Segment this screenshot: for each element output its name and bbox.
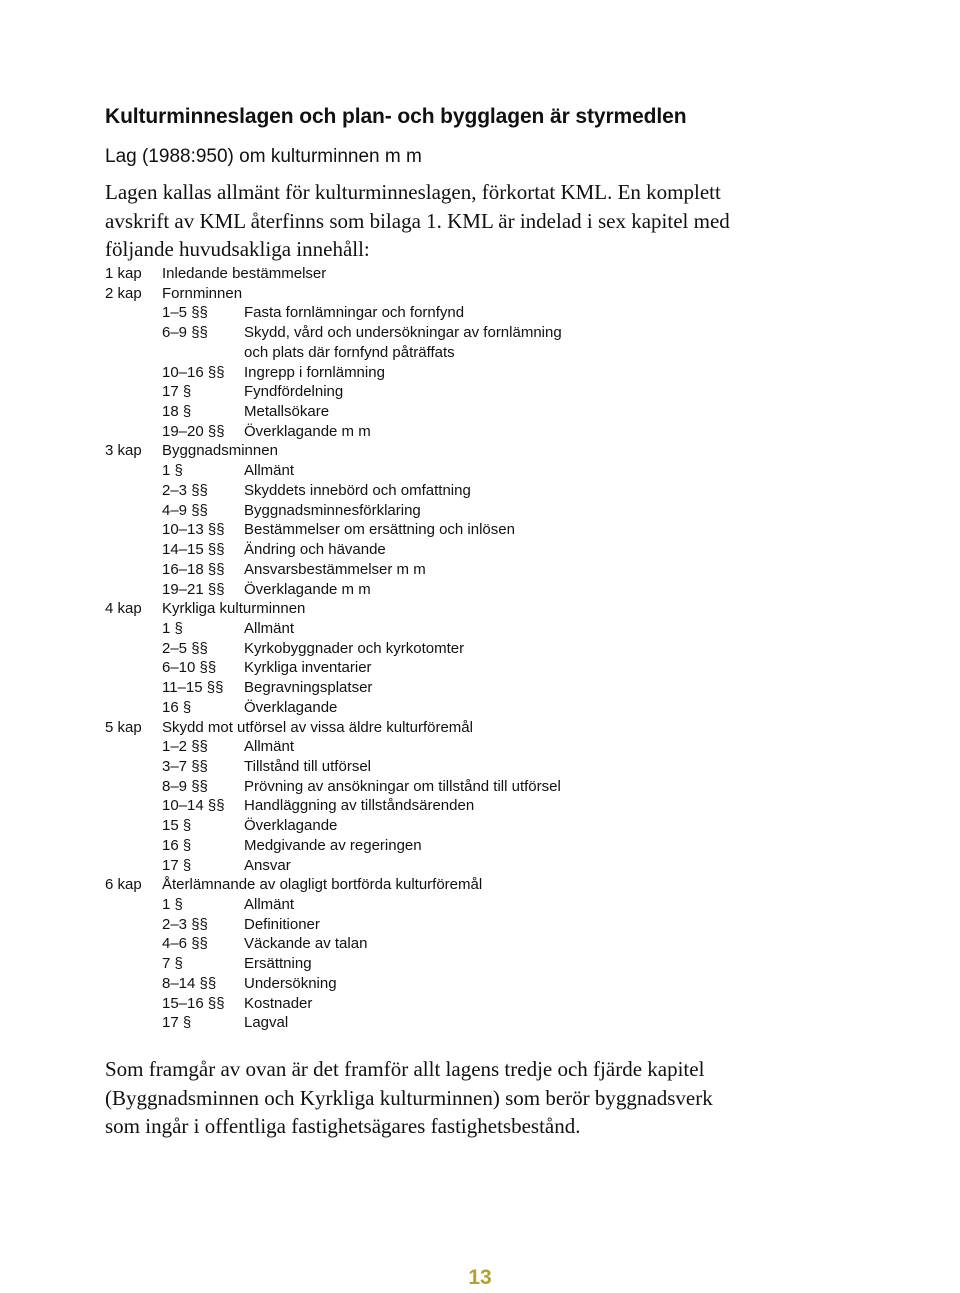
- chapter-row: [105, 441, 865, 461]
- law-title: Lag (1988:950) om kulturminnen m m: [105, 146, 422, 167]
- section-title: Tillstånd till utförsel: [244, 757, 371, 775]
- section-title: Lagval: [244, 1014, 289, 1032]
- section-number: 2–3 §§: [162, 915, 208, 933]
- section-number: 16 §: [162, 698, 192, 716]
- section-number: 15 §: [162, 817, 192, 835]
- section-title: Medgivande av regeringen: [244, 836, 422, 854]
- section-row: [105, 1013, 865, 1033]
- chapter-title: Kyrkliga kulturminnen: [162, 600, 306, 618]
- section-row: [105, 757, 865, 777]
- section-row: [105, 303, 865, 323]
- chapter-number: 1 kap: [105, 265, 142, 282]
- section-title: Kostnader: [244, 994, 313, 1012]
- chapter-title: Återlämnande av olagligt bortförda kulturföremål: [162, 876, 483, 894]
- section-title: Begravningsplatser: [244, 679, 373, 697]
- section-row: [105, 520, 865, 540]
- section-number: 1 §: [162, 462, 183, 480]
- section-row: [105, 323, 865, 343]
- section-title: Undersökning: [244, 974, 337, 992]
- section-title: Byggnadsminnesförklaring: [244, 501, 421, 519]
- page-heading: Kulturminneslagen och plan- och bygglagen är styrmedlen: [105, 105, 687, 128]
- section-title: Handläggning av tillståndsärenden: [244, 797, 475, 815]
- section-number: 6–10 §§: [162, 659, 217, 677]
- section-number: 8–9 §§: [162, 777, 208, 795]
- section-number: 1–2 §§: [162, 738, 208, 756]
- section-number: 19–20 §§: [162, 422, 225, 440]
- section-title: Överklagande m m: [244, 422, 371, 440]
- section-title: Allmänt: [244, 738, 295, 756]
- section-row: [105, 382, 865, 402]
- chapter-list: [105, 264, 865, 1033]
- chapter-number: 6 kap: [105, 876, 142, 894]
- section-row: [105, 954, 865, 974]
- section-number: 4–6 §§: [162, 935, 208, 953]
- chapter-title: Inledande bestämmelser: [162, 265, 327, 282]
- section-row: [105, 777, 865, 797]
- page-number: 13: [468, 1266, 492, 1289]
- section-row: [105, 796, 865, 816]
- section-row: [105, 560, 865, 580]
- section-number: 1 §: [162, 896, 183, 913]
- section-title: Ansvarsbestämmelser m m: [244, 560, 426, 578]
- section-row: [105, 994, 865, 1014]
- section-title: Kyrkliga inventarier: [244, 659, 372, 677]
- chapter-row: [105, 718, 865, 738]
- section-row: [105, 698, 865, 718]
- section-number: 17 §: [162, 1014, 192, 1032]
- section-number: 16 §: [162, 836, 192, 854]
- section-row: [105, 915, 865, 935]
- section-number: 10–16 §§: [162, 363, 225, 381]
- section-row: [105, 678, 865, 698]
- section-row: [105, 895, 865, 915]
- section-row: [105, 619, 865, 639]
- section-number: 17 §: [162, 383, 192, 401]
- section-number: 8–14 §§: [162, 974, 217, 992]
- closing-paragraph: Som framgår av ovan är det framför allt lagens tredje och fjärde kapitel (Byggnadsminnen och Kyrkliga kulturminnen) som berör byggnadsverk som ingår i offentliga fastighetsägares fastighetsbestånd.: [105, 1057, 713, 1138]
- section-title: Prövning av ansökningar om tillstånd till utförsel: [244, 777, 561, 795]
- section-title: Allmänt: [244, 896, 295, 913]
- section-title: Bestämmelser om ersättning och inlösen: [244, 521, 515, 539]
- chapter-title: Fornminnen: [162, 284, 243, 302]
- section-title: och plats där fornfynd påträffats: [244, 343, 455, 361]
- section-number: 17 §: [162, 856, 192, 874]
- section-number: 15–16 §§: [162, 994, 225, 1012]
- section-title: Överklagande: [244, 698, 338, 716]
- section-title: Skyddets innebörd och omfattning: [244, 481, 471, 499]
- section-number: 10–13 §§: [162, 521, 225, 539]
- section-row: [105, 856, 865, 876]
- section-row: [105, 639, 865, 659]
- chapter-title: Byggnadsminnen: [162, 442, 278, 460]
- section-title: Fyndfördelning: [244, 383, 344, 401]
- section-number: 1–5 §§: [162, 304, 208, 322]
- chapter-row: [105, 599, 865, 619]
- section-title: Allmänt: [244, 462, 295, 480]
- section-title: Ansvar: [244, 856, 291, 874]
- section-row: [105, 580, 865, 600]
- section-title: Överklagande: [244, 817, 338, 835]
- intro-paragraph: Lagen kallas allmänt för kulturminneslagen, förkortat KML. En komplett avskrift av KML återfinns som bilaga 1. KML är indelad i sex kapitel med följande huvudsakliga innehåll:: [105, 180, 730, 261]
- section-row: [105, 836, 865, 856]
- section-row: [105, 501, 865, 521]
- section-title: Ändring och hävande: [244, 541, 386, 559]
- section-row: [105, 658, 865, 678]
- section-title: Metallsökare: [244, 403, 330, 421]
- chapter-title: Skydd mot utförsel av vissa äldre kulturföremål: [162, 718, 473, 736]
- section-row: [105, 422, 865, 442]
- chapter-number: 2 kap: [105, 284, 142, 302]
- section-title: Definitioner: [244, 915, 320, 933]
- chapter-row: [105, 264, 865, 284]
- chapter-row: [105, 284, 865, 304]
- section-row: [105, 816, 865, 836]
- section-row: [105, 540, 865, 560]
- section-row: [105, 343, 865, 363]
- section-title: Fasta fornlämningar och fornfynd: [244, 304, 465, 322]
- chapter-number: 4 kap: [105, 600, 142, 618]
- section-title: Kyrkobyggnader och kyrkotomter: [244, 639, 465, 657]
- section-row: [105, 974, 865, 994]
- section-title: Överklagande m m: [244, 580, 371, 598]
- chapter-number: 3 kap: [105, 442, 142, 460]
- section-number: 2–3 §§: [162, 481, 208, 499]
- section-number: 2–5 §§: [162, 639, 208, 657]
- section-row: [105, 737, 865, 757]
- section-row: [105, 402, 865, 422]
- section-number: 19–21 §§: [162, 580, 225, 598]
- section-number: 14–15 §§: [162, 541, 225, 559]
- section-title: Väckande av talan: [244, 935, 368, 953]
- section-number: 6–9 §§: [162, 324, 208, 342]
- section-title: Allmänt: [244, 619, 295, 637]
- section-row: [105, 461, 865, 481]
- section-number: 7 §: [162, 955, 183, 973]
- section-title: Skydd, vård och undersökningar av fornlämning: [244, 324, 562, 342]
- section-number: 1 §: [162, 619, 183, 637]
- section-row: [105, 934, 865, 954]
- chapter-row: [105, 875, 865, 895]
- section-title: Ersättning: [244, 955, 312, 973]
- section-row: [105, 363, 865, 383]
- section-number: 10–14 §§: [162, 797, 225, 815]
- section-row: [105, 481, 865, 501]
- section-number: 4–9 §§: [162, 501, 208, 519]
- section-number: 11–15 §§: [162, 679, 224, 697]
- section-title: Ingrepp i fornlämning: [244, 363, 385, 381]
- chapter-number: 5 kap: [105, 718, 142, 736]
- section-number: 16–18 §§: [162, 560, 225, 578]
- section-number: 3–7 §§: [162, 757, 208, 775]
- section-number: 18 §: [162, 403, 192, 421]
